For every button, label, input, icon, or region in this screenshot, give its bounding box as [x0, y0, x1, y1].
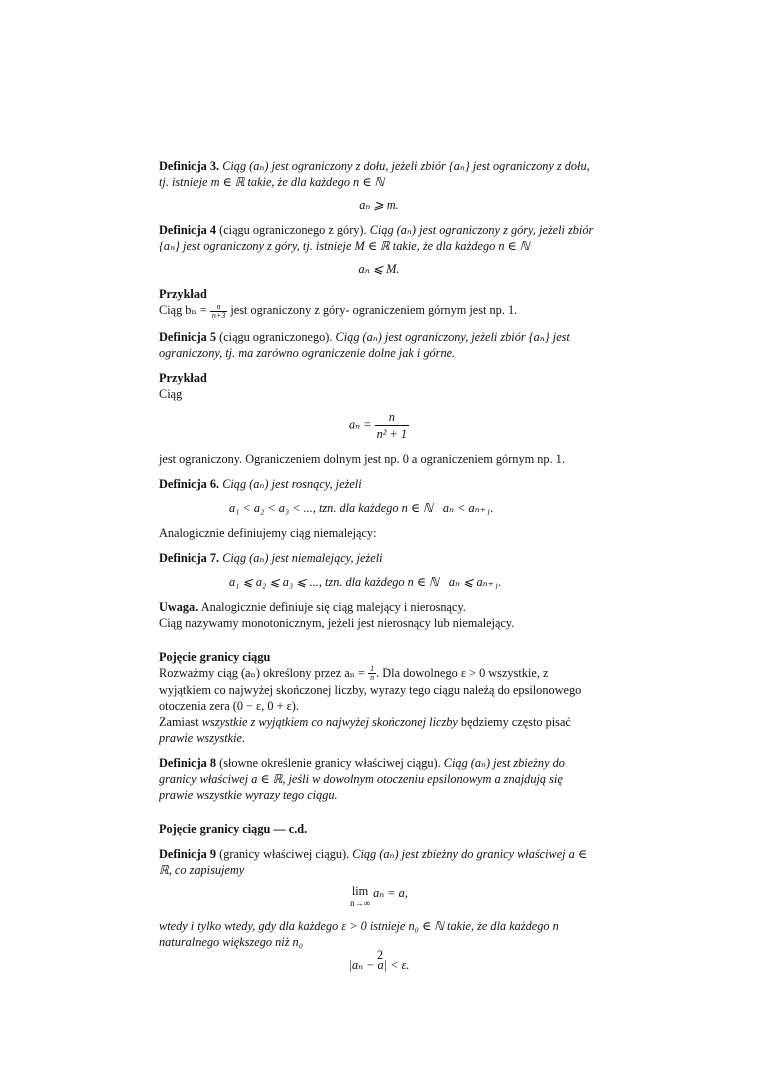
example-text: jest ograniczony z góry- ograniczeniem górnym jest np. 1. [230, 303, 518, 317]
definition-label: Definicja 6. [159, 476, 220, 491]
definition-3 [159, 158, 599, 213]
definition-qualifier: (ciągu ograniczonego z góry). [219, 223, 367, 237]
definition-5 [159, 329, 599, 361]
example-1 [159, 286, 599, 320]
example-text: jest ograniczony. Ograniczeniem dolnym jest np. 0 a ograniczeniem górnym np. 1. [159, 451, 565, 466]
definition-text: Ciąg (aₙ) jest niemalejący, jeżeli [222, 550, 383, 565]
definition-qualifier: (słowne określenie granicy właściwej ciągu). [219, 756, 441, 771]
definition-text: Ciąg (aₙ) jest zbieżny do granicy właściwej a ∈ ℝ, jeśli w dowolnym otoczeniu epsilonowym a znajdują się prawie wszystkie wyrazy tego ciągu. [159, 756, 565, 803]
definition-8 [159, 755, 599, 803]
section-title: Pojęcie granicy ciągu [159, 649, 271, 664]
example-lead: Ciąg [159, 386, 183, 401]
definition-qualifier: (ciągu ograniczonego). [219, 329, 333, 344]
remark-text: Ciąg nazywamy monotonicznym, jeżeli jest nierosnący lub niemalejący. [159, 615, 515, 630]
display-formula: a₁ < a₂ < a₃ < ..., tzn. dla każdego n ∈ ℕ aₙ < aₙ₊₁. [229, 500, 494, 515]
example-label: Przykład [159, 287, 207, 301]
display-formula: |aₙ − a| < ε. [348, 958, 410, 973]
page-number: 2 [376, 948, 384, 962]
definition-text: Ciąg (aₙ) jest ograniczony z góry, jeżeli zbiór {aₙ} jest ograniczony z góry, tj. istnieje M ∈ ℝ takie, że dla każdego n ∈ ℕ [159, 223, 594, 253]
section-limit [159, 649, 599, 747]
section-paragraph: Rozważmy ciąg (aₙ) określony przez aₙ = $\frac{1}{n}$ . Dla dowolnego ε > 0 wszystkie, z wyjątkiem co najwyżej skończonej liczby, wyrazy tego ciągu należą do epsilonowego otoczenia zera (0 − ε, 0 + ε). [159, 664, 582, 714]
definition-label: Definicja 7. [159, 550, 220, 565]
section-limit-cont [159, 821, 599, 837]
remark-text: Analogicznie definiuje się ciąg malejący i nierosnący. [200, 599, 466, 614]
definition-text: Ciąg (aₙ) jest ograniczony, jeżeli zbiór {aₙ} jest ograniczony, tj. ma zarówno ograniczenie dolne jak i górne. [159, 329, 570, 360]
definition-text: Ciąg (aₙ) jest ograniczony z dołu, jeżeli zbiór {aₙ} jest ograniczony z dołu, tj. istnieje m ∈ ℝ takie, że dla każdego n ∈ ℕ [159, 159, 590, 189]
definition-text: Ciąg (aₙ) jest zbieżny do granicy właściwej a ∈ ℝ, co zapisujemy [159, 847, 588, 878]
definition-qualifier: (granicy właściwej ciągu). [219, 847, 350, 862]
remark-label: Uwaga. [159, 599, 199, 614]
definition-text: Ciąg (aₙ) jest rosnący, jeżeli [222, 476, 362, 491]
section-paragraph: Zamiast wszystkie z wyjątkiem co najwyżej skończonej liczby będziemy często pisać prawie wszystkie. [159, 715, 571, 746]
remark [159, 599, 599, 631]
display-formula: a₁ ⩽ a₂ ⩽ a₃ ⩽ ..., tzn. dla każdego n ∈ ℕ aₙ ⩽ aₙ₊₁. [229, 574, 502, 589]
inline-fraction: $\frac{n}{n+3}$ [211, 301, 226, 320]
definition-label: Definicja 4 [159, 223, 217, 237]
definition-label: Definicja 9 [159, 847, 217, 862]
definition-label: Definicja 5 [159, 329, 217, 344]
definition-4 [159, 222, 599, 277]
display-formula: aₙ ⩽ M. [358, 262, 400, 276]
definition-text: wtedy i tylko wtedy, gdy dla każdego ε > 0 istnieje n₀ ∈ ℕ takie, że dla każdego n naturalnego większego niż n₀ [159, 919, 559, 950]
example-lead: Ciąg bₙ = [159, 303, 207, 317]
example-2 [159, 370, 599, 467]
example-label: Przykład [159, 370, 207, 385]
definition-label: Definicja 8 [159, 756, 217, 771]
limit-formula: lim n→∞ aₙ = a, [350, 884, 408, 909]
definition-label: Definicja 3. [159, 159, 220, 173]
display-formula: aₙ ⩾ m. [359, 198, 399, 212]
note-text: Analogicznie definiujemy ciąg niemalejący: [159, 525, 377, 540]
display-formula: aₙ = $\frac{n}{\text{n² + 1}}$ [348, 409, 408, 441]
document-page [159, 158, 599, 982]
definition-7 [159, 550, 599, 590]
section-title: Pojęcie granicy ciągu — c.d. [159, 822, 308, 837]
definition-6 [159, 476, 599, 516]
